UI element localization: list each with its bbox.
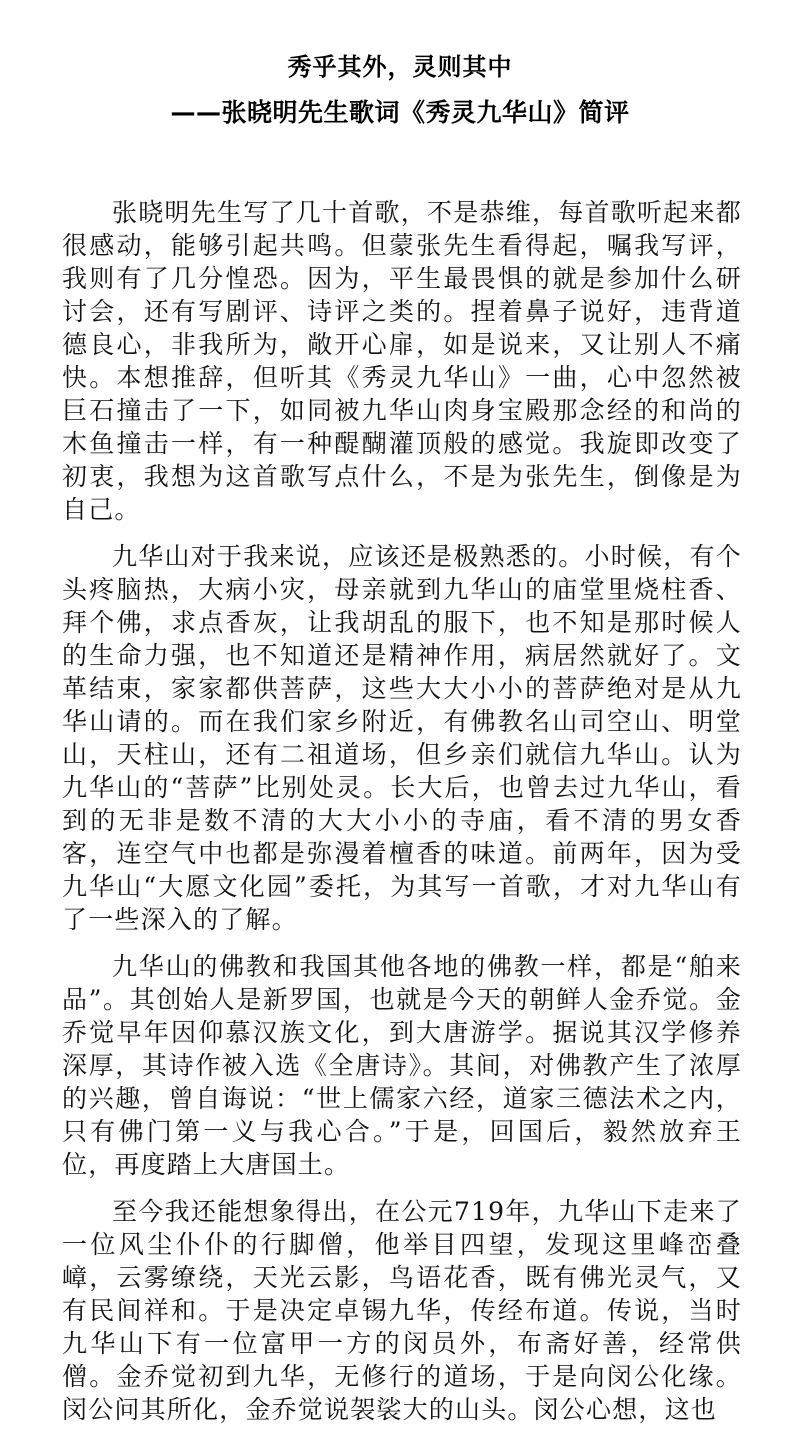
document-subtitle: ——张晓明先生歌词《秀灵九华山》简评 <box>170 98 630 127</box>
paragraph-2: 九华山对于我来说，应该还是极熟悉的。小时候，有个头疼脑热，大病小灾，母亲就到九华山的庙堂里烧柱香、拜个佛，求点香灰，让我胡乱的服下，也不知是那时候人的生命力强，也不知道还是精神作用，病居然就好了。文革结束，家家都供菩萨，这些大大小小的菩萨绝对是从九华山请的。而在我们家乡附近，有佛教名山司空山、明堂山，天柱山，还有二祖道场，但乡亲们就信九华山。认为九华山的“菩萨”比别处灵。长大后，也曾去过九华山，看到的无非是数不清的大大小小的寺庙，看不清的男女香客，连空气中也都是弥漫着檀香的味道。前两年，因为受九华山“大愿文化园”委托，为其写一首歌，才对九华山有了一些深入的了解。 <box>62 542 742 934</box>
paragraph-3: 九华山的佛教和我国其他各地的佛教一样，都是“舶来品”。其创始人是新罗国，也就是今天的朝鲜人金乔觉。金乔觉早年因仰慕汉族文化，到大唐游学。据说其汉学修养深厚，其诗作被入选《全唐诗》。其间，对佛教产生了浓厚的兴趣，曾自诲说：“世上儒家六经，道家三德法术之内，只有佛门第一义与我心合。”于是，回国后，毅然放弃王位，再度踏上大唐国土。 <box>62 952 742 1179</box>
article-body <box>62 196 742 1440</box>
paragraph-4: 至今我还能想象得出，在公元719年，九华山下走来了一位风尘仆仆的行脚僧，他举目四望，发现这里峰峦叠嶂，云雾缭绕，天光云影，鸟语花香，既有佛光灵气，又有民间祥和。于是决定卓锡九华，传经布道。传说，当时九华山下有一位富甲一方的闵员外，布斋好善，经常供僧。金乔觉初到九华，无修行的道场，于是向闵公化缘。闵公问其所化，金乔觉说袈裟大的山头。闵公心想，这也 <box>62 1197 742 1424</box>
document-title: 秀乎其外，灵则其中 <box>287 53 513 81</box>
paragraph-1: 张晓明先生写了几十首歌，不是恭维，每首歌听起来都很感动，能够引起共鸣。但蒙张先生看得起，嘱我写评，我则有了几分惶恐。因为，平生最畏惧的就是参加什么研讨会，还有写剧评、诗评之类的。捏着鼻子说好，违背道德良心，非我所为，敞开心扉，如是说来，又让别人不痛快。本想推辞，但听其《秀灵九华山》一曲，心中忽然被巨石撞击了一下，如同被九华山肉身宝殿那念经的和尚的木鱼撞击一样，有一种醍醐灌顶般的感觉。我旋即改变了初衷，我想为这首歌写点什么，不是为张先生，倒像是为自己。 <box>62 198 742 524</box>
